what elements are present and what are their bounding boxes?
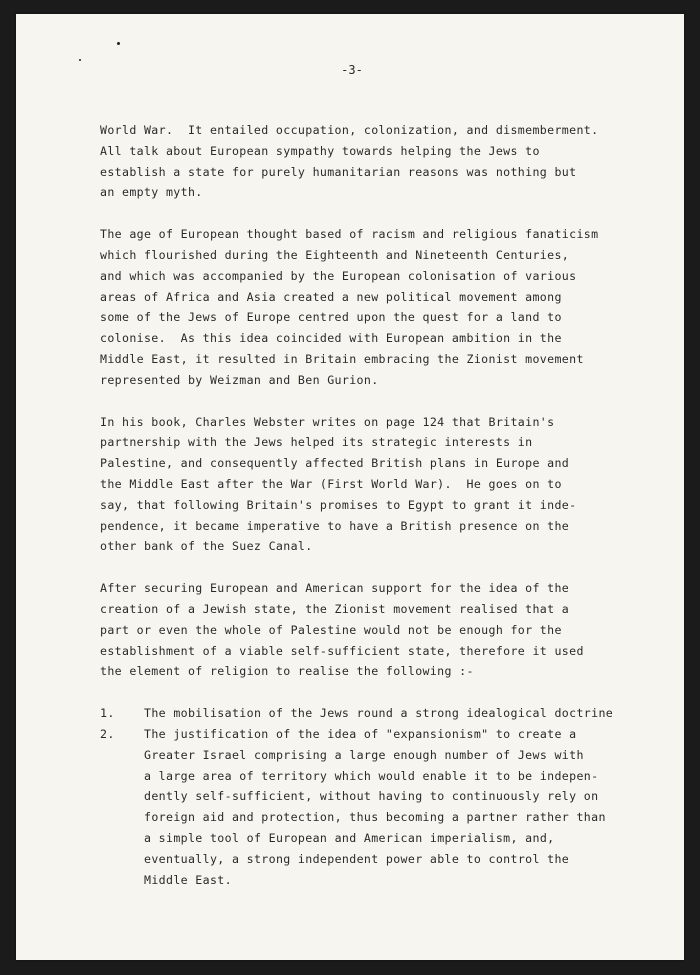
ink-speck [117, 42, 120, 45]
text-line: other bank of the Suez Canal. [100, 539, 313, 554]
text-line: colonise. As this idea coincided with European ambition in the [100, 331, 562, 346]
text-line: foreign aid and protection, thus becoming a partner rather than [144, 810, 606, 825]
text-line: and which was accompanied by the European colonisation of various [100, 268, 577, 283]
numbered-list [100, 703, 680, 890]
paragraph [100, 120, 680, 203]
text-line: the Middle East after the War (First World War). He goes on to [100, 476, 562, 491]
text-line: partnership with the Jews helped its strategic interests in [100, 435, 533, 450]
paragraph-gap [100, 391, 680, 412]
text-line: say, that following Britain's promises to Egypt to grant it inde- [100, 497, 577, 512]
text-line: establish a state for purely humanitarian reasons was nothing but [100, 164, 577, 179]
text-line: Greater Israel comprising a large enough number of Jews with [144, 747, 584, 762]
paragraph-gap [100, 682, 680, 703]
text-line: dently self-sufficient, without having to continuously rely on [144, 789, 599, 804]
text-line: the element of religion to realise the following :- [100, 664, 474, 679]
text-line: Palestine, and consequently affected British plans in Europe and [100, 456, 570, 471]
ink-speck [79, 59, 81, 61]
text-line: establishment of a viable self-sufficient state, therefore it used [100, 643, 584, 658]
text-line: After securing European and American support for the idea of the [100, 581, 570, 596]
list-number: 2. [100, 726, 115, 741]
paragraph [100, 224, 680, 390]
text-line: a large area of territory which would enable it to be indepen- [144, 768, 599, 783]
document-body [100, 120, 680, 890]
paragraph-gap [100, 557, 680, 578]
text-line: World War. It entailed occupation, colonization, and dismemberment. [100, 123, 599, 137]
text-line: part or even the whole of Palestine would not be enough for the [100, 622, 562, 637]
text-line: Middle East. [144, 872, 232, 887]
text-line: In his book, Charles Webster writes on page 124 that Britain's [100, 414, 555, 429]
paragraph [100, 578, 680, 682]
text-line: an empty myth. [100, 185, 203, 200]
text-line: which flourished during the Eighteenth and Nineteenth Centuries, [100, 247, 570, 262]
list-item [100, 703, 680, 724]
paragraph-gap [100, 203, 680, 224]
text-line: All talk about European sympathy towards helping the Jews to [100, 143, 540, 158]
text-line: pendence, it became imperative to have a British presence on the [100, 518, 570, 533]
text-line: The age of European thought based of racism and religious fanaticism [100, 227, 599, 242]
text-line: some of the Jews of Europe centred upon the quest for a land to [100, 310, 562, 325]
page-number: -3- [341, 63, 363, 77]
list-item-text [144, 724, 680, 890]
list-item-text [144, 703, 680, 724]
text-line: areas of Africa and Asia created a new political movement among [100, 289, 562, 304]
text-line: The justification of the idea of "expansionism" to create a [144, 726, 577, 741]
text-line: Middle East, it resulted in Britain embracing the Zionist movement [100, 351, 584, 366]
text-line: a simple tool of European and American imperialism, and, [144, 830, 555, 845]
list-number: 1. [100, 706, 115, 721]
text-line: creation of a Jewish state, the Zionist movement realised that a [100, 601, 570, 616]
text-line: eventually, a strong independent power able to control the [144, 851, 570, 866]
document-page [16, 14, 684, 960]
list-item [100, 724, 680, 890]
paragraph [100, 412, 680, 558]
text-line: The mobilisation of the Jews round a strong idealogical doctrine [144, 706, 614, 721]
text-line: represented by Weizman and Ben Gurion. [100, 372, 379, 387]
